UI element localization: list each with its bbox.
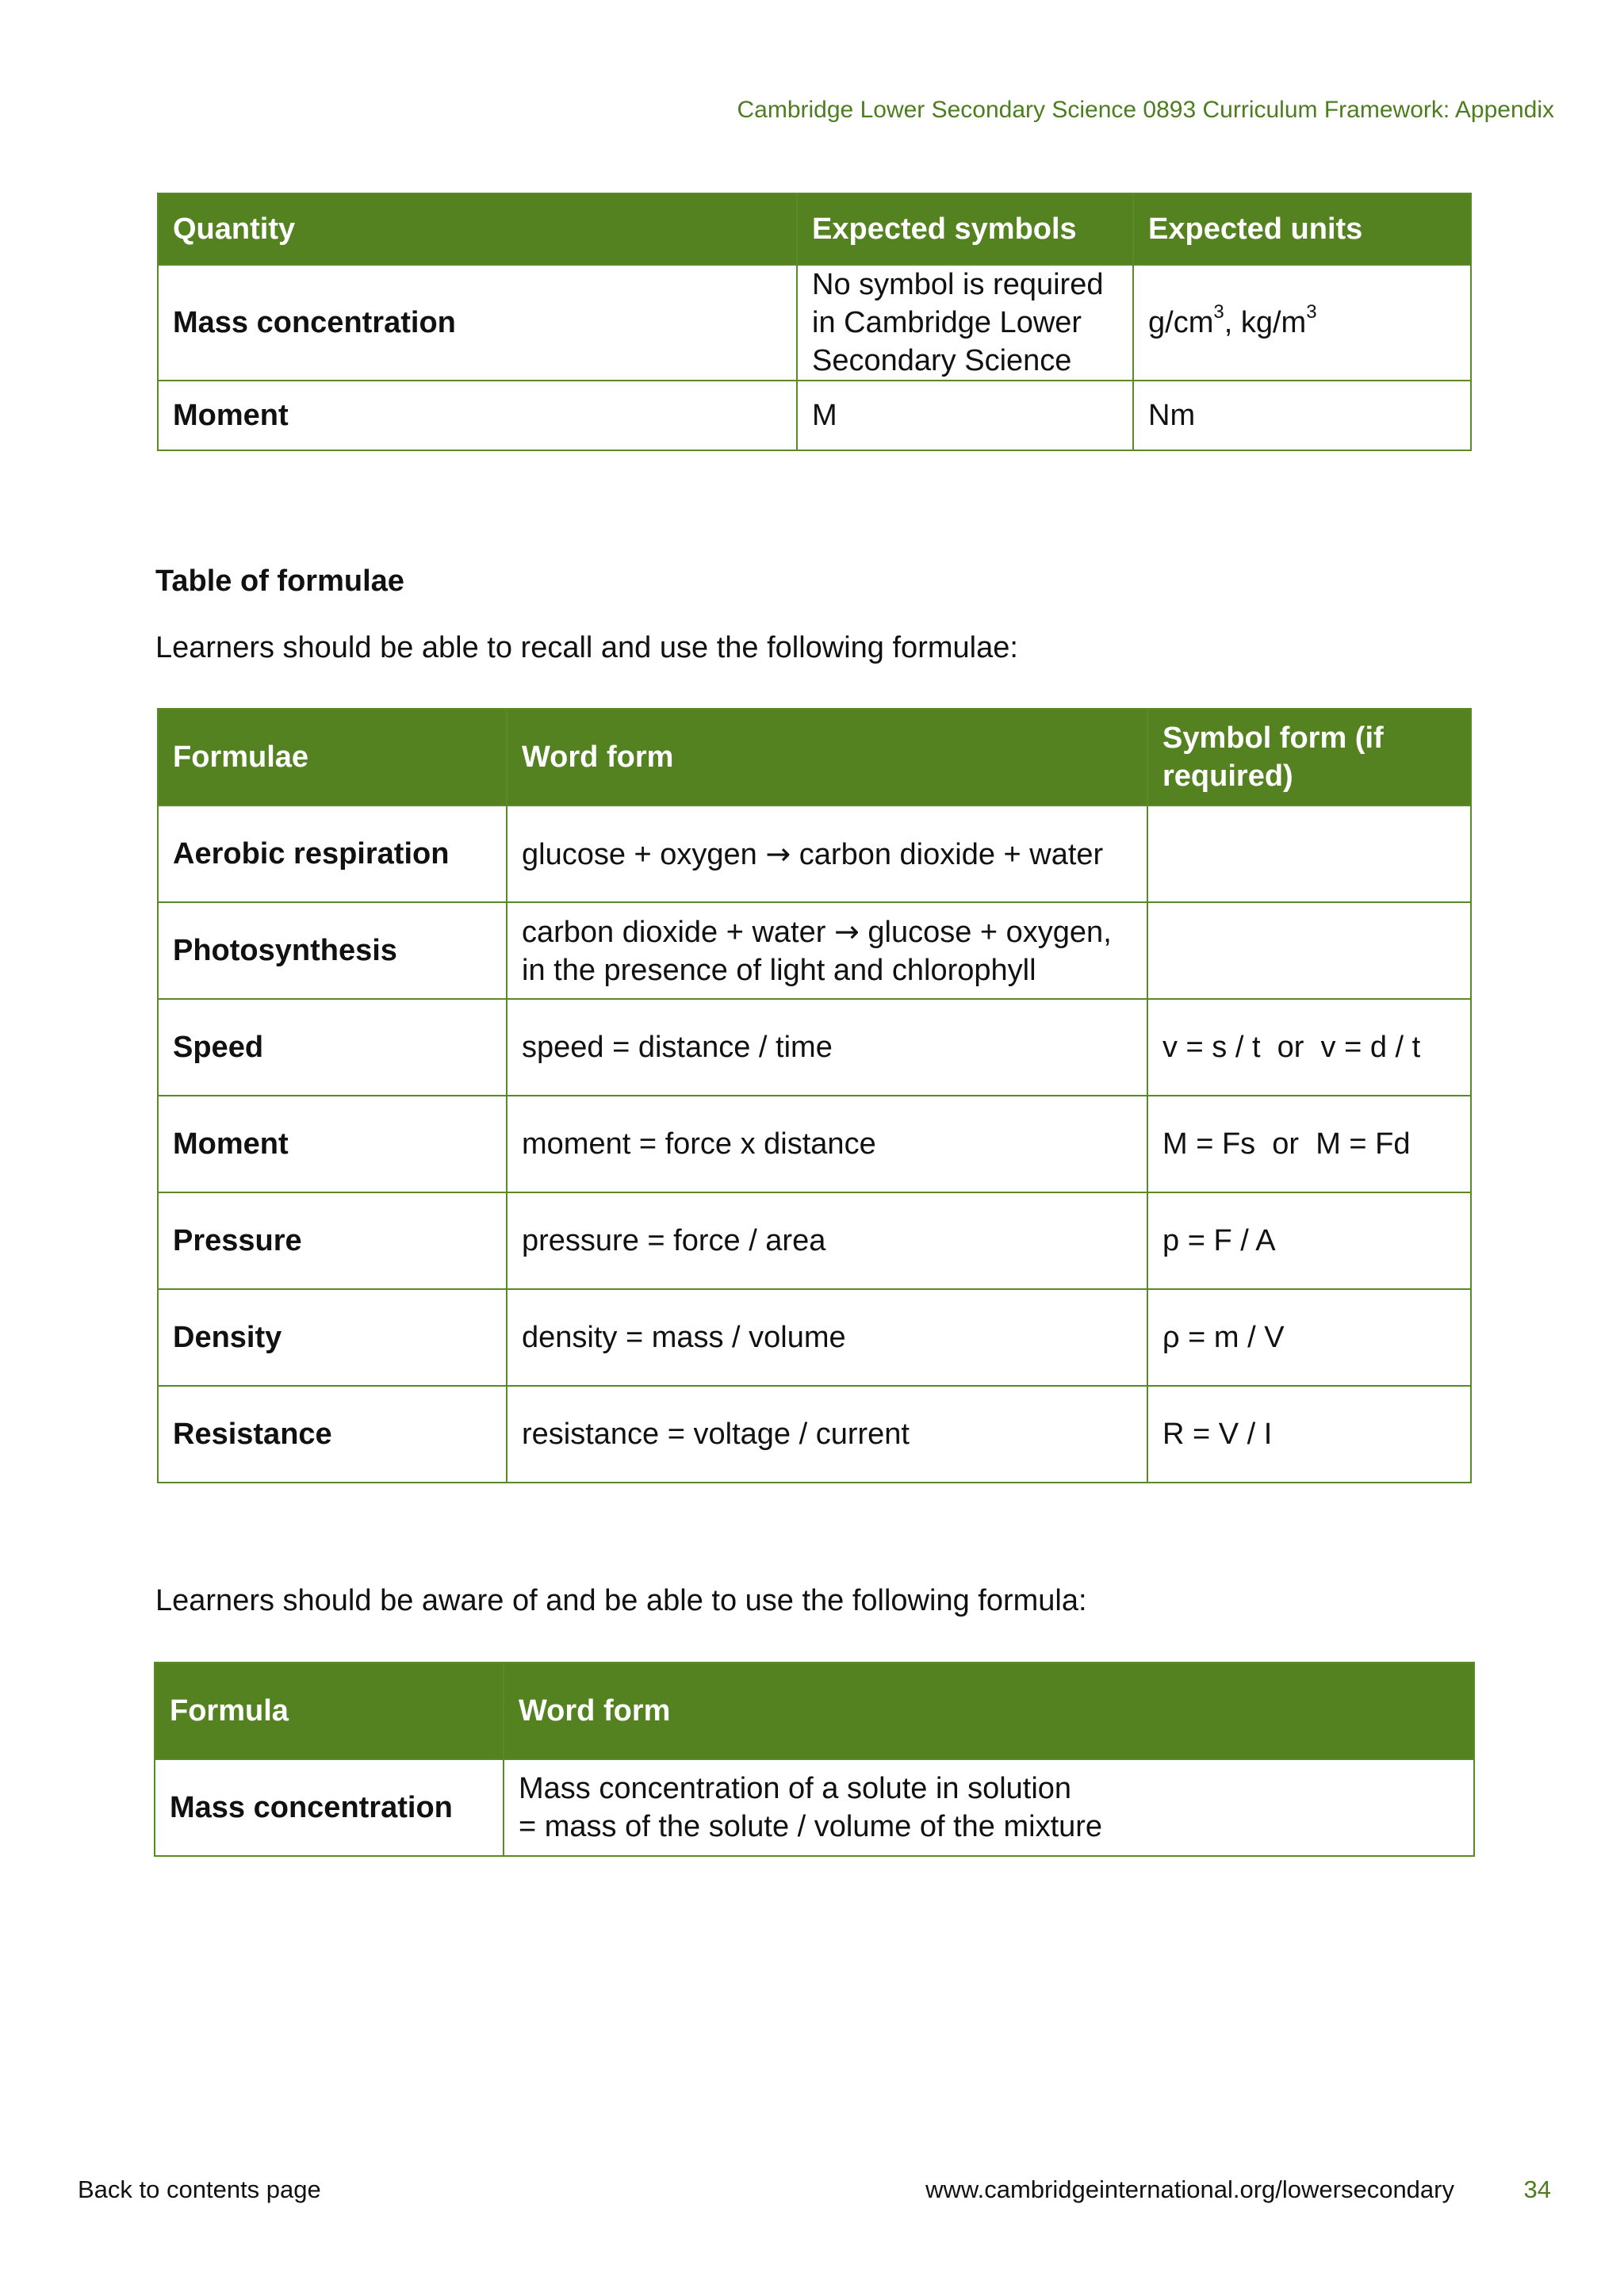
formula-name: Pressure	[158, 1192, 507, 1289]
unit-superscript: 3	[1213, 301, 1224, 323]
table-row	[155, 1759, 1474, 1856]
word-form-text: glucose + oxygen,	[868, 915, 1112, 949]
formula-name: Resistance	[158, 1386, 507, 1483]
unit-text: g/cm	[1148, 306, 1214, 339]
table-header-row	[158, 709, 1471, 806]
symbol-form	[1147, 806, 1471, 902]
unit-superscript: 3	[1306, 301, 1317, 323]
word-form	[504, 1759, 1474, 1856]
quantity-cell: Mass concentration	[158, 265, 797, 381]
column-header: Expected units	[1133, 193, 1471, 265]
formulae-table	[157, 708, 1472, 1483]
table-row	[158, 1386, 1471, 1483]
formula-name: Photosynthesis	[158, 902, 507, 999]
word-form: speed = distance / time	[507, 999, 1147, 1096]
word-form-text: in the presence of light and chlorophyll	[522, 953, 1036, 987]
table-header-row	[155, 1663, 1474, 1759]
table-row	[158, 902, 1471, 999]
back-to-contents-link[interactable]: Back to contents page	[78, 2175, 321, 2203]
symbol-cell: No symbol is required in Cambridge Lower Secondary Science	[797, 265, 1133, 381]
word-form	[507, 806, 1147, 902]
table-row	[158, 1192, 1471, 1289]
symbol-form: M = Fs or M = Fd	[1147, 1096, 1471, 1192]
formula-name: Moment	[158, 1096, 507, 1192]
column-header: Symbol form (if required)	[1147, 709, 1471, 806]
table-row	[158, 381, 1471, 450]
word-form: moment = force x distance	[507, 1096, 1147, 1192]
aware-intro: Learners should be aware of and be able to use the following formula:	[155, 1584, 1087, 1617]
table-row	[158, 265, 1471, 381]
symbol-form: p = F / A	[1147, 1192, 1471, 1289]
unit-cell	[1133, 265, 1471, 381]
word-form-text: carbon dioxide + water	[799, 837, 1104, 871]
table-row	[158, 1096, 1471, 1192]
word-form-text: = mass of the solute / volume of the mixture	[519, 1810, 1103, 1843]
symbol-form: R = V / I	[1147, 1386, 1471, 1483]
symbol-cell: M	[797, 381, 1133, 450]
unit-separator: ,	[1224, 306, 1241, 339]
symbol-form: v = s / t or v = d / t	[1147, 999, 1471, 1096]
arrow-icon: →	[833, 913, 860, 949]
word-form: density = mass / volume	[507, 1289, 1147, 1386]
symbol-form	[1147, 902, 1471, 999]
symbol-form: ρ = m / V	[1147, 1289, 1471, 1386]
word-form-text: carbon dioxide + water	[522, 915, 826, 949]
formula-name: Density	[158, 1289, 507, 1386]
column-header: Expected symbols	[797, 193, 1133, 265]
footer-url[interactable]: www.cambridgeinternational.org/lowersecondary	[925, 2175, 1454, 2203]
table-row	[158, 1289, 1471, 1386]
quantity-cell: Moment	[158, 381, 797, 450]
unit-cell: Nm	[1133, 381, 1471, 450]
column-header: Formulae	[158, 709, 507, 806]
word-form: pressure = force / area	[507, 1192, 1147, 1289]
table-row	[158, 999, 1471, 1096]
formulae-intro: Learners should be able to recall and use the following formulae:	[155, 631, 1018, 664]
table-header-row	[158, 193, 1471, 265]
column-header: Word form	[507, 709, 1147, 806]
formula-name: Mass concentration	[155, 1759, 504, 1856]
arrow-icon: →	[765, 836, 791, 871]
page-header-title: Cambridge Lower Secondary Science 0893 Curriculum Framework: Appendix	[737, 97, 1554, 123]
formula-name: Aerobic respiration	[158, 806, 507, 902]
word-form-text: glucose + oxygen	[522, 837, 757, 871]
column-header: Quantity	[158, 193, 797, 265]
word-form	[507, 902, 1147, 999]
formula-name: Speed	[158, 999, 507, 1096]
word-form: resistance = voltage / current	[507, 1386, 1147, 1483]
word-form-text: Mass concentration of a solute in solution	[519, 1772, 1072, 1805]
section-heading: Table of formulae	[155, 564, 404, 598]
unit-text: kg/m	[1240, 306, 1307, 339]
aware-formula-table	[154, 1662, 1475, 1857]
quantities-table	[157, 193, 1472, 451]
page-number: 34	[1523, 2175, 1551, 2203]
column-header: Formula	[155, 1663, 504, 1759]
column-header: Word form	[504, 1663, 1474, 1759]
table-row	[158, 806, 1471, 902]
